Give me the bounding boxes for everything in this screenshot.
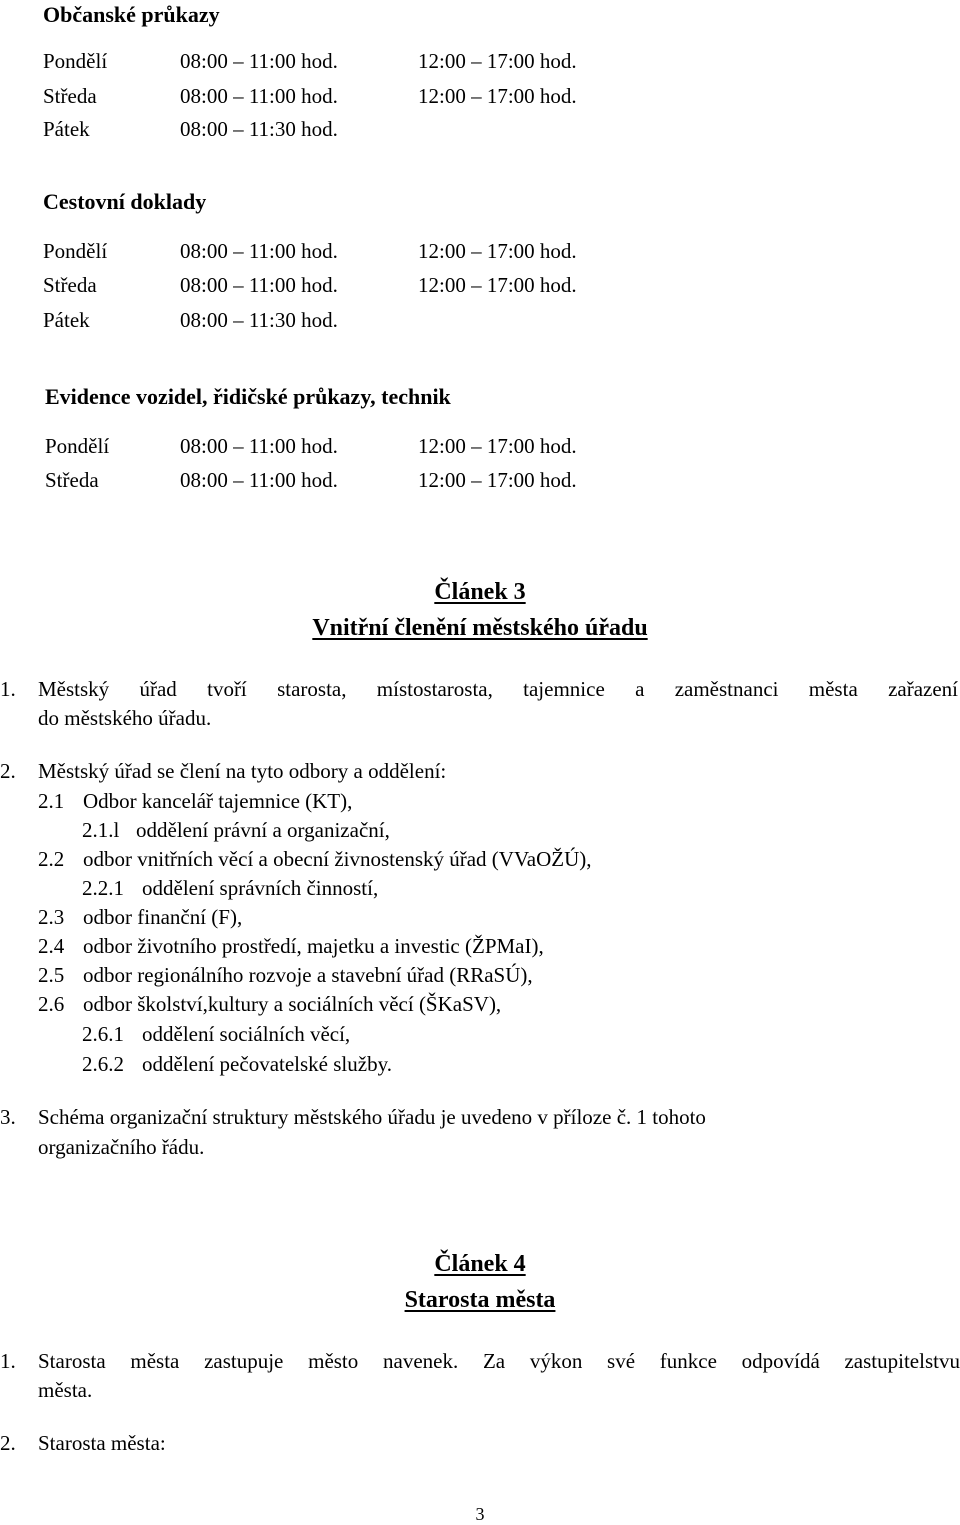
day-label: Pátek: [43, 308, 90, 332]
word: úřad: [139, 677, 177, 701]
section-title-evidence-vozidel: Evidence vozidel, řidičské průkazy, technik: [45, 384, 451, 409]
word: odpovídá: [741, 1349, 820, 1373]
list-item-number: 2.2.1: [82, 876, 124, 900]
list-item-text: oddělení právní a organizační,: [136, 818, 390, 842]
list-item-number: 2.3: [38, 905, 65, 929]
list-item-number: 2.5: [38, 963, 65, 987]
article-4-paragraph-1-line-2: města.: [38, 1378, 93, 1402]
article-4-subheading: Starosta města: [404, 1287, 556, 1313]
word: starosta,: [277, 677, 347, 701]
word: města: [808, 677, 858, 701]
article-4-paragraph-1-line-1: [38, 1347, 960, 1376]
article-4-paragraph-2: Starosta města:: [38, 1431, 166, 1455]
word: tvoří: [207, 677, 247, 701]
article-3-paragraph-1-line-2: do městského úřadu.: [38, 706, 212, 730]
paragraph-number: 3.: [0, 1105, 16, 1129]
day-label: Pátek: [43, 117, 90, 141]
morning-hours: 08:00 – 11:30 hod.: [180, 308, 338, 332]
article-3-subheading: Vnitřní členění městského úřadu: [312, 615, 648, 641]
word: město: [308, 1349, 359, 1373]
article-3-paragraph-3-line-2: organizačního řádu.: [38, 1135, 205, 1159]
list-item-text: odbor finanční (F),: [83, 905, 243, 929]
word: Starosta: [38, 1349, 106, 1373]
morning-hours: 08:00 – 11:00 hod.: [180, 273, 338, 297]
day-label: Středa: [43, 273, 97, 297]
article-4-heading: Článek 4: [434, 1251, 526, 1277]
word: výkon: [529, 1349, 583, 1373]
article-3-paragraph-2: Městský úřad se člení na tyto odbory a oddělení:: [38, 759, 447, 783]
paragraph-number: 2.: [0, 1431, 16, 1455]
list-item-text: Odbor kancelář tajemnice (KT),: [83, 789, 353, 813]
article-3-paragraph-3-line-1: Schéma organizační struktury městského úřadu je uvedeno v příloze č. 1 tohoto: [38, 1105, 706, 1129]
afternoon-hours: 12:00 – 17:00 hod.: [418, 273, 577, 297]
word: zastupitelstvu: [844, 1349, 960, 1373]
paragraph-number: 1.: [0, 677, 16, 701]
morning-hours: 08:00 – 11:00 hod.: [180, 468, 338, 492]
word: zaměstnanci: [674, 677, 779, 701]
word: Za: [482, 1349, 506, 1373]
list-item-text: odbor regionálního rozvoje a stavební úřad (RRaSÚ),: [83, 963, 533, 987]
morning-hours: 08:00 – 11:30 hod.: [180, 117, 338, 141]
paragraph-number: 1.: [0, 1349, 16, 1373]
word: zařazení: [888, 677, 958, 701]
list-item-number: 2.6.2: [82, 1052, 124, 1076]
word: místostarosta,: [376, 677, 493, 701]
word: zastupuje: [204, 1349, 284, 1373]
page-number: 3: [475, 1504, 485, 1524]
list-item-number: 2.4: [38, 934, 65, 958]
day-label: Pondělí: [43, 239, 108, 263]
section-title-cestovni-doklady: Cestovní doklady: [43, 189, 207, 214]
word: a: [635, 677, 645, 701]
day-label: Středa: [45, 468, 99, 492]
word: navenek.: [383, 1349, 459, 1373]
afternoon-hours: 12:00 – 17:00 hod.: [418, 239, 577, 263]
day-label: Pondělí: [43, 49, 108, 73]
paragraph-number: 2.: [0, 759, 16, 783]
list-item-text: odbor školství,kultury a sociálních věcí (ŠKaSV),: [83, 992, 502, 1016]
article-3-paragraph-1-line-1: [38, 675, 958, 704]
afternoon-hours: 12:00 – 17:00 hod.: [418, 84, 577, 108]
list-item-text: oddělení pečovatelské služby.: [142, 1052, 392, 1076]
day-label: Středa: [43, 84, 97, 108]
morning-hours: 08:00 – 11:00 hod.: [180, 84, 338, 108]
word: tajemnice: [523, 677, 605, 701]
list-item-text: oddělení sociálních věcí,: [142, 1022, 351, 1046]
afternoon-hours: 12:00 – 17:00 hod.: [418, 468, 577, 492]
list-item-number: 2.2: [38, 847, 65, 871]
afternoon-hours: 12:00 – 17:00 hod.: [418, 49, 577, 73]
section-title-obcanske-prukazy: Občanské průkazy: [43, 2, 220, 27]
list-item-number: 2.6: [38, 992, 65, 1016]
morning-hours: 08:00 – 11:00 hod.: [180, 49, 338, 73]
list-item-number: 2.1.l: [82, 818, 120, 842]
morning-hours: 08:00 – 11:00 hod.: [180, 239, 338, 263]
word: své: [607, 1349, 636, 1373]
list-item-number: 2.6.1: [82, 1022, 124, 1046]
word: funkce: [659, 1349, 717, 1373]
afternoon-hours: 12:00 – 17:00 hod.: [418, 434, 577, 458]
article-3-heading: Článek 3: [434, 579, 526, 605]
list-item-number: 2.1: [38, 789, 65, 813]
word: města: [130, 1349, 180, 1373]
list-item-text: oddělení správních činností,: [142, 876, 379, 900]
day-label: Pondělí: [45, 434, 110, 458]
morning-hours: 08:00 – 11:00 hod.: [180, 434, 338, 458]
word: Městský: [38, 677, 110, 701]
list-item-text: odbor životního prostředí, majetku a investic (ŽPMaI),: [83, 934, 544, 958]
list-item-text: odbor vnitřních věcí a obecní živnostenský úřad (VVaOŽÚ),: [83, 847, 592, 871]
